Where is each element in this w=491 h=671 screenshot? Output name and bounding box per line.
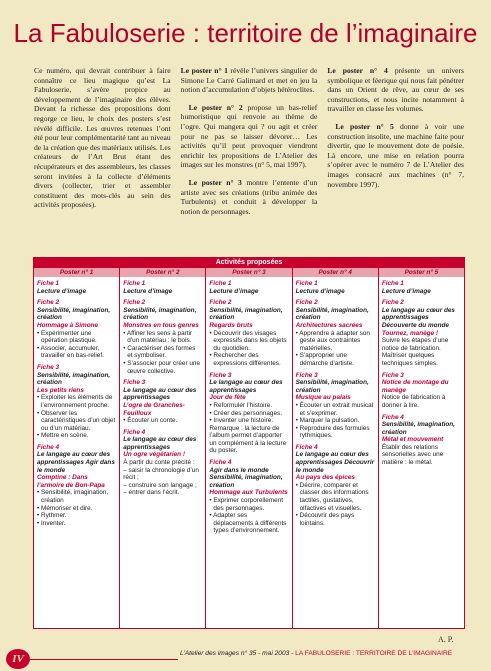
fiche-label: Fiche 3 bbox=[295, 371, 318, 379]
fiche-type: Lecture d’image bbox=[123, 287, 173, 295]
fiche-label: Fiche 1 bbox=[37, 280, 60, 287]
poster-paragraph bbox=[181, 66, 318, 95]
poster-column-header: Poster n° 3 bbox=[206, 268, 291, 277]
page-title: La Fabuloserie : territoire de l’imaginaire bbox=[13, 18, 478, 48]
activity-column bbox=[34, 268, 120, 628]
fiche-label: Fiche 3 bbox=[209, 371, 232, 379]
fiche-item: • Expérimenter une opération plastique. bbox=[37, 330, 116, 345]
poster-label: Le poster n° 2 bbox=[188, 102, 243, 112]
fiche-item: • Découvrir des visages expressifs dans les objets du quotidien. bbox=[209, 330, 288, 353]
activity-column bbox=[293, 268, 379, 628]
fiche-label: Fiche 3 bbox=[123, 379, 146, 387]
fiche-item: • Caractériser des formes et symboliser. bbox=[123, 345, 202, 360]
footer-section: LA FABULOSERIE : TERRITOIRE DE L’IMAGINAIRE bbox=[295, 650, 453, 657]
intro-column-1 bbox=[34, 66, 171, 224]
poster-label: Le poster n° 3 bbox=[188, 177, 242, 187]
fiche-theme: Un ogre végétarien ! bbox=[123, 451, 185, 459]
fiche-type: Le langage au cœur des apprentissages bbox=[123, 386, 197, 402]
fiche-theme: Architectures sacrées bbox=[295, 321, 363, 329]
fiche-item: • Inventer. bbox=[37, 520, 116, 528]
fiche-item: • Reproduire des formules rythmiques. bbox=[296, 425, 375, 440]
fiche-type: Le langage au cœur des apprentissages bbox=[123, 436, 197, 451]
fiche-type: Sensibilité, imagination, création bbox=[381, 421, 455, 436]
footer-rule bbox=[30, 659, 178, 660]
fiche-item: • Apprendre à adapter son geste aux contraintes matérielles. bbox=[296, 330, 375, 353]
activity-column-body bbox=[379, 280, 464, 467]
intro-paragraph: Ce numéro, qui devrait contribuer à faire connaître ce lieu magique qu’est La Fabuloserie, s’avère propice au développement de l’imaginaire des élèves. Devant la richesse des propositions dont regorge ce lieu, le choix des posters s’est révélé difficile. Les œuvres retenues l’ont été pour leur complémentarité tant au niveau de la création que des matériaux utilisés. Les créateurs de l’Art Brut étant des récupérateurs et des assembleurs, les classes seront invitées à la collecte d’éléments divers (collecter, trier et assembler constituent des mots-clés au sein des activités proposées). bbox=[34, 66, 171, 210]
activity-column bbox=[206, 268, 292, 628]
fiche-item: • Découvrir des pays lointains. bbox=[296, 512, 375, 527]
fiche-item: • Adapter ses déplacements à différents types d’environnement. bbox=[209, 512, 288, 535]
fiche-label: Fiche 4 bbox=[123, 428, 146, 436]
fiche-label: Fiche 3 bbox=[381, 371, 404, 379]
fiche-type: Le langage au cœur des apprentissages Découvrir le monde bbox=[295, 451, 375, 474]
fiche-text: Notice de fabrication à donner à lire. bbox=[381, 394, 446, 409]
fiche-text: – saisir la chronologie d’un récit ; bbox=[123, 466, 199, 482]
activity-column-body bbox=[293, 280, 378, 527]
fiche-theme: Les petits riens bbox=[37, 386, 84, 394]
fiche-text: Établir des relations sensorielles avec une matière : le métal. bbox=[381, 443, 444, 467]
poster-description: propose un bas-relief humoristique qui renvoie au thème de l’ogre. Qui mangera qui ? ou agit et créer pour ne pas se laisser dévorer… Les activités qu’il peut provoquer viendront enrichir les propositions de L’Atelier des images sur les monstres (n° 5, mai 1997). bbox=[180, 102, 318, 170]
fiche-theme: L’ogre de Granches-Feuilloux bbox=[123, 401, 185, 417]
fiche-type: Le langage au cœur des apprentissages bbox=[209, 379, 283, 394]
fiche-label: Fiche 4 bbox=[37, 443, 60, 451]
fiche-label: Fiche 2 bbox=[209, 299, 232, 307]
poster-paragraph bbox=[327, 66, 464, 114]
poster-paragraph bbox=[181, 103, 318, 170]
fiche-type: Lecture d’image bbox=[381, 287, 431, 295]
fiche-label: Fiche 3 bbox=[37, 363, 60, 371]
fiche-label: Fiche 2 bbox=[123, 299, 146, 307]
fiche-item: • Exprimer corporellement des personnages. bbox=[209, 497, 288, 512]
fiche-theme: Au pays des épices bbox=[295, 474, 355, 482]
footer-journal: L’Atelier des images n° 35 - mai 2003 - bbox=[180, 650, 294, 657]
fiche-text: À partir du conte précité : bbox=[123, 459, 195, 467]
intro-text bbox=[34, 66, 464, 224]
fiche-label: Fiche 1 bbox=[123, 280, 146, 287]
fiche-type: Sensibilité, imagination, création bbox=[37, 371, 111, 387]
fiche-theme: Tournez, manège ! bbox=[381, 329, 439, 337]
poster-label: Le poster n° 1 bbox=[180, 66, 228, 75]
fiche-label: Fiche 1 bbox=[295, 280, 318, 287]
fiche-theme: Regards bruts bbox=[209, 321, 253, 329]
poster-column-header: Poster n° 2 bbox=[120, 268, 205, 277]
activity-column-body bbox=[120, 280, 205, 497]
fiche-item: • Exploiter les éléments de l’environnement proche. bbox=[37, 394, 116, 409]
fiche-label: Fiche 4 bbox=[209, 459, 232, 467]
fiche-label: Fiche 4 bbox=[381, 413, 404, 421]
fiche-item: • S’associer pour créer une œuvre collective. bbox=[123, 360, 202, 375]
fiche-label: Fiche 4 bbox=[295, 443, 318, 451]
fiche-text: – entrer dans l’écrit. bbox=[123, 489, 180, 497]
activities-columns bbox=[34, 268, 464, 628]
fiche-type: Sensibilité, imagination, création bbox=[37, 306, 111, 322]
fiche-text: Remarque : la lecture de l’album permet d’apporter un complément à la lecture du poster. bbox=[209, 424, 287, 455]
poster-column-header: Poster n° 5 bbox=[379, 268, 464, 277]
fiche-text: Suivre les étapes d’une notice de fabrication. Maîtriser quelques techniques simples. bbox=[381, 337, 449, 367]
fiche-label: Fiche 2 bbox=[381, 299, 404, 307]
fiche-item: • Mettre en scène. bbox=[37, 432, 116, 440]
fiche-label: Fiche 2 bbox=[295, 299, 318, 307]
fiche-item: • Reformuler l’histoire. bbox=[209, 402, 288, 410]
author-signature: A. P. bbox=[438, 635, 454, 644]
poster-column-header: Poster n° 4 bbox=[293, 268, 378, 277]
fiche-label: Fiche 1 bbox=[381, 280, 404, 287]
page-number: IV bbox=[6, 649, 30, 669]
poster-description: révèle l’univers singulier de Simone Le Carré Galimard et met en jeu la notion d’accumulation d’objets hétéroclites. bbox=[180, 66, 318, 95]
fiche-theme: Hommage à Simone bbox=[37, 321, 99, 329]
fiche-item: • Créer des personnages. bbox=[209, 410, 288, 418]
poster-label: Le poster n° 5 bbox=[335, 121, 394, 131]
fiche-theme: Jour de fête bbox=[209, 394, 246, 402]
fiche-type: Lecture d’image bbox=[37, 287, 87, 295]
activity-column bbox=[379, 268, 464, 628]
fiche-theme: Hommage aux Turbulents bbox=[209, 489, 288, 497]
fiche-item: • Rythmer. bbox=[37, 512, 116, 520]
fiche-item: • Sensibilité, imagination, création bbox=[37, 489, 116, 504]
fiche-type: Sensibilité, imagination, création bbox=[209, 306, 283, 322]
fiche-theme: Notice de montage du manège bbox=[381, 379, 449, 394]
fiche-theme: Monstres en tous genres bbox=[123, 321, 199, 329]
fiche-type: Sensibilité, imagination, création bbox=[295, 379, 369, 394]
footer bbox=[180, 650, 452, 657]
fiche-item: • Rechercher des expressions différentes. bbox=[209, 352, 288, 367]
poster-label: Le poster n° 4 bbox=[327, 66, 388, 75]
fiche-type: Sensibilité, imagination, création bbox=[295, 306, 369, 322]
fiche-type: Agir dans le monde Sensibilité, imagination, création bbox=[209, 466, 283, 489]
poster-paragraph bbox=[181, 178, 318, 216]
activity-column bbox=[120, 268, 206, 628]
fiche-type: Le langage au cœur des apprentissages Découverte du monde bbox=[381, 306, 455, 329]
fiche-item: • Écouter un conte. bbox=[123, 417, 202, 425]
fiche-type: Lecture d’image bbox=[295, 287, 345, 295]
intro-column-3 bbox=[327, 66, 464, 224]
intro-column-2 bbox=[181, 66, 318, 224]
fiche-item: • Inventer une histoire. bbox=[209, 417, 288, 425]
fiche-label: Fiche 1 bbox=[209, 280, 232, 287]
fiche-type: Sensibilité, imagination, création bbox=[123, 306, 197, 322]
activity-column-body bbox=[34, 280, 119, 527]
activities-table bbox=[33, 257, 465, 629]
fiche-item: • Marquer la pulsation. bbox=[296, 417, 375, 425]
activity-column-body bbox=[206, 280, 291, 535]
fiche-text: – construire son langage ; bbox=[123, 481, 197, 489]
fiche-label: Fiche 2 bbox=[37, 299, 60, 307]
fiche-type: Le langage au cœur des apprentissages Agir dans le monde bbox=[37, 451, 115, 474]
poster-description: montre l’entente d’un artiste avec ses créations (tribu animée des Turbulents) et conduit à développer la notion de personnages. bbox=[180, 177, 318, 216]
fiche-type: Lecture d’image bbox=[209, 287, 259, 295]
fiche-item: • Écouter un extrait musical et s’exprimer. bbox=[296, 402, 375, 417]
poster-paragraph bbox=[327, 122, 464, 189]
poster-description: présente un univers symbolique et féerique qui nous fait pénétrer dans un Orient de rêve, au cœur de ses constructions, et nous incite notamment à travailler en classe les volumes. bbox=[327, 66, 465, 114]
fiche-theme: Comptine : Dans l’armoire de Bon-Papa bbox=[37, 474, 105, 489]
fiche-theme: Métal et mouvement bbox=[381, 436, 444, 444]
poster-column-header: Poster n° 1 bbox=[34, 268, 119, 277]
activities-header: Activités proposées bbox=[34, 258, 464, 268]
fiche-theme: Musique au palais bbox=[295, 394, 351, 402]
poster-description: donne à voir une construction insolite, une machine faite pour divertir, que le mouvement dote de poésie. Là encore, une mise en relation pourra s’opérer avec le numéro 7 de L’Atelier des images consacré aux machines (n° 7, novembre 1997). bbox=[327, 121, 465, 189]
fiche-item: • Décrire, comparer et classer des informations tactiles, gustatives, olfactives et visuelles. bbox=[296, 482, 375, 512]
fiche-item: • Mémoriser et dire. bbox=[37, 505, 116, 513]
fiche-item: • Affiner les sens à partir d’un matériau : le bois. bbox=[123, 330, 202, 345]
fiche-item: • Observer les caractéristiques d’un objet ou d’un matériau. bbox=[37, 410, 116, 433]
fiche-item: • S’approprier une démarche d’artiste. bbox=[296, 352, 375, 367]
fiche-item: • Associer, accumuler, travailler en bas-relief. bbox=[37, 345, 116, 360]
